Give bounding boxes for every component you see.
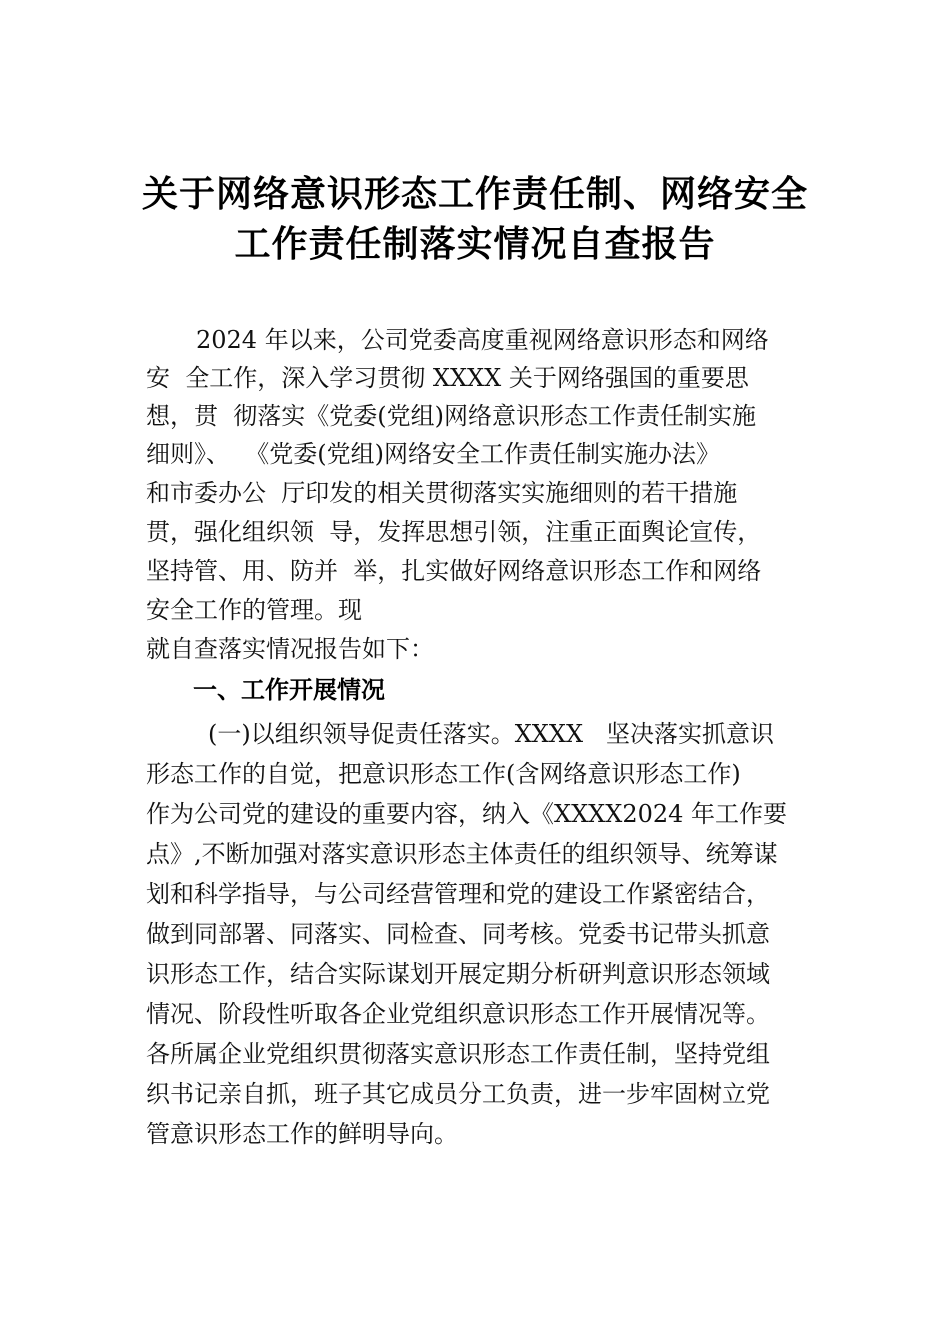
section-line: 作为公司党的建设的重要内容，纳入《XXXX2024 年工作要 <box>146 800 788 828</box>
intro-line: 2024 年以来，公司党委高度重视网络意识形态和网络 <box>196 326 769 354</box>
intro-line: 细则》、 《党委(党组)网络安全工作责任制实施办法》 <box>146 440 720 468</box>
document-title-line-2: 工作责任制落实情况自查报告 <box>234 224 716 265</box>
section-line: 情况、阶段性听取各企业党组织意识形态工作开展情况等。 <box>146 1000 770 1028</box>
section-line: 织书记亲自抓，班子其它成员分工负责，进一步牢固树立党 <box>146 1080 770 1108</box>
document-title-line-1: 关于网络意识形态工作责任制、网络安全 <box>141 174 808 215</box>
section-line: 做到同部署、同落实、同检查、同考核。党委书记带头抓意 <box>146 920 770 948</box>
intro-line: 坚持管、用、防并 举，扎实做好网络意识形态工作和网络 <box>146 557 762 585</box>
section-line: 形态工作的自觉，把意识形态工作(含网络意识形态工作) <box>146 760 741 788</box>
section-line: 识形态工作，结合实际谋划开展定期分析研判意识形态领域 <box>146 960 770 988</box>
section-line: 管意识形态工作的鲜明导向。 <box>146 1120 458 1148</box>
intro-line: 安全工作的管理。现 <box>146 596 362 624</box>
intro-line: 贯，强化组织领 导，发挥思想引领，注重正面舆论宣传， <box>146 518 762 546</box>
intro-line: 就自查落实情况报告如下： <box>146 635 434 663</box>
section-line: 点》,不断加强对落实意识形态主体责任的组织领导、统筹谋 <box>146 840 778 868</box>
section-line: (一)以组织领导促责任落实。XXXX 坚决落实抓意识 <box>208 720 774 748</box>
intro-line: 想，贯 彻落实《党委(党组)网络意识形态工作责任制实施 <box>146 402 756 430</box>
intro-line: 安 全工作，深入学习贯彻 XXXX 关于网络强国的重要思 <box>146 364 749 392</box>
intro-line: 和市委办公 厅印发的相关贯彻落实实施细则的若干措施 <box>146 479 738 507</box>
section-heading: 一、工作开展情况 <box>193 676 385 704</box>
section-line: 各所属企业党组织贯彻落实意识形态工作责任制，坚持党组 <box>146 1040 770 1068</box>
section-line: 划和科学指导，与公司经营管理和党的建设工作紧密结合， <box>146 880 770 908</box>
